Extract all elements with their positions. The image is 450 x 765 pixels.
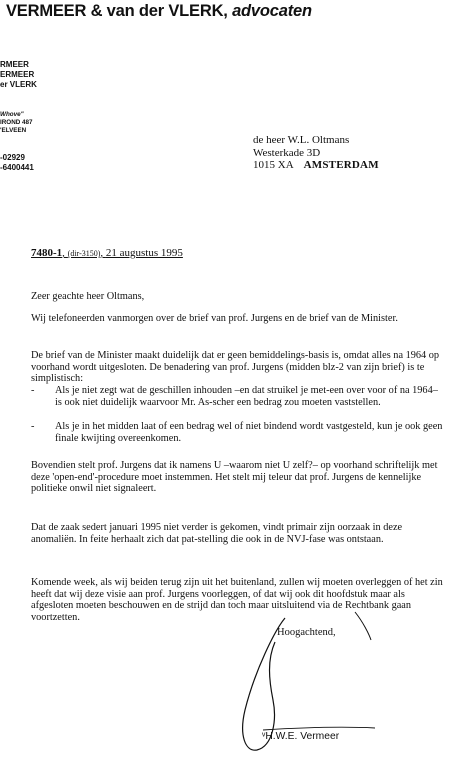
phone-number: -02929 [0,153,25,162]
sidebar-office-address [0,111,33,136]
bullet-text: Als je niet zegt wat de geschillen inhouden –en dat struikel je met-een over voor of na 1964– is ook niet duidelijk waarvoor Mr. As-scher een bedrag zou moeten vaststellen. [55,385,438,408]
recipient-name: de heer W.L. Oltmans [253,134,350,146]
paragraph-3: Bovendien stelt prof. Jurgens dat ik namens U –waarom niet U zelf?– op voorhand schriftelijk met deze 'open-end'-procedure moet instemmen. Het stelt mij teleur dat prof. Jurgens de kennelijke politieke onwil niet signaleert. [31,460,438,495]
sidebar-phone-numbers [0,153,34,173]
paragraph-2: De brief van de Minister maakt duidelijk dat er geen bemiddelings-basis is, omdat alles na 1964 op voorhand wordt uitgesloten. De benadering van prof. Jurgens (midden blz-2 van zijn brief) is te simplistisch: [31,350,440,385]
bullet-dash: - [31,385,35,396]
address-line: 'ELVEEN [0,127,27,135]
reference-number: 7480-1 [31,247,63,259]
reference-dir: (dir-3150) [67,249,101,258]
firm-name: VERMEER & van der VLERK, [6,2,228,20]
signatory-text: H.W.E. Vermeer [265,731,340,742]
recipient-address [253,134,379,172]
reference-line: 7480-1, (dir-3150), 21 augustus 1995 [31,247,183,259]
letter-date: 21 augustus 1995 [105,247,183,259]
partner-name: er VLERK [0,80,37,89]
firm-suffix: advocaten [232,2,312,20]
bullet-text: Als je in het midden laat of een bedrag wel of niet bindend wordt vastgesteld, kun je ook geen finale kwijting overeenkomen. [55,421,443,444]
paragraph-4: Dat de zaak sedert januari 1995 niet verder is gekomen, vindt primair zijn oorzaak in deze anomaliën. In feite herhaalt zich dat pat-stelling die ook in de NVJ-fase was ontstaan. [31,522,403,545]
sidebar-partner-names [0,60,37,90]
recipient-street: Westerkade 3D [253,146,321,159]
salutation: Zeer geachte heer Oltmans, [31,291,145,302]
paragraph-5: Komende week, als wij beiden terug zijn uit het buitenland, zullen wij moeten overleggen of het zin heeft dat wij deze visie aan prof. Jurgens voorleggen, of dat wij ook dit hoofdstuk maar als afgesloten moeten beschouwen en de strijd dan toch maar uitsluitend via de Rechtbank gaan voortzetten. [31,577,443,623]
letterhead-firm-name [6,2,312,21]
bullet-dash: - [31,421,35,432]
address-line: IROND 487 [0,119,33,127]
partner-name: ERMEER [0,70,35,79]
recipient-city: AMSTERDAM [303,159,379,171]
recipient-postcode: 1015 XA [253,159,294,171]
paragraph-1: Wij telefoneerden vanmorgen over de brief van prof. Jurgens en de brief van de Minister. [31,313,398,324]
address-line: Whove" [0,111,24,118]
signatory-name: ᵛH.W.E. Vermeer [262,731,340,742]
closing-phrase: Hoogachtend, [277,627,336,638]
partner-name: RMEER [0,60,29,69]
phone-number: -6400441 [0,163,34,172]
